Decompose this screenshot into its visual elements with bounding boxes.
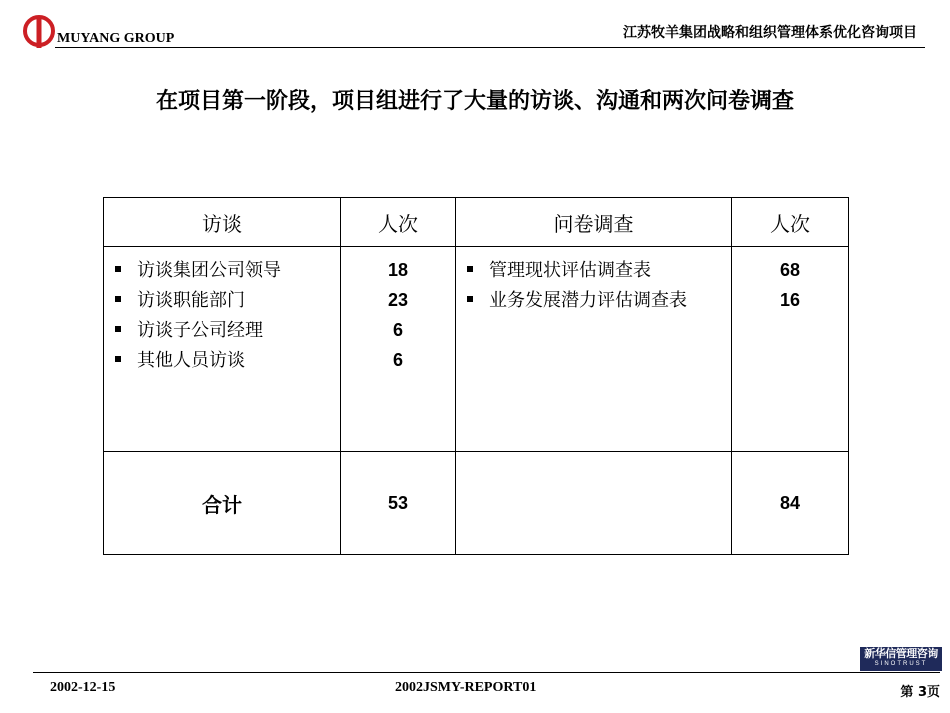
- bullet-icon: [115, 356, 121, 362]
- sinotrust-logo: [860, 647, 942, 671]
- total-interviews-cell: [341, 452, 456, 555]
- bullet-icon: [115, 326, 121, 332]
- header-interview-count: 人次: [341, 198, 456, 247]
- project-title: 江苏牧羊集团战略和组织管理体系优化咨询项目: [623, 25, 917, 41]
- bullet-icon: [467, 266, 473, 272]
- list-item: [115, 346, 339, 376]
- interview-list-cell: [104, 247, 341, 452]
- interview-label: 访谈子公司经理: [137, 320, 263, 341]
- survey-count-cell: [732, 247, 849, 452]
- total-surveys-cell: [732, 452, 849, 555]
- survey-label: 业务发展潜力评估调查表: [489, 290, 687, 311]
- interview-label: 访谈职能部门: [137, 290, 245, 311]
- list-item: [467, 286, 730, 316]
- total-surveys: 84: [779, 492, 801, 513]
- muyang-logo-icon: [22, 14, 56, 48]
- footer-report-code: 2002JSMY-REPORT01: [395, 680, 537, 695]
- interview-label: 访谈集团公司领导: [137, 260, 281, 281]
- footer-page-number: 第 3页: [900, 685, 940, 700]
- total-label-cell: [104, 452, 341, 555]
- list-item: [115, 286, 339, 316]
- sinotrust-logo-en: SINOTRUST: [874, 661, 928, 667]
- survey-list: [457, 248, 730, 316]
- footer-date: 2002-12-15: [50, 680, 116, 695]
- interview-count: 23: [387, 290, 409, 310]
- footer-divider: [33, 672, 940, 673]
- bullet-icon: [467, 296, 473, 302]
- interview-survey-table: [103, 197, 849, 555]
- survey-label: 管理现状评估调查表: [489, 260, 651, 281]
- total-empty-cell: [456, 452, 732, 555]
- interview-count: 6: [392, 350, 403, 370]
- survey-count: 16: [779, 290, 801, 310]
- list-item: [467, 256, 730, 286]
- slide-title: 在项目第一阶段，项目组进行了大量的访谈、沟通和两次问卷调查: [155, 89, 794, 114]
- interview-count-cell: [341, 247, 456, 452]
- list-item: [115, 256, 339, 286]
- sinotrust-logo-cn: 新华信管理咨询: [864, 647, 938, 660]
- total-label: 合计: [202, 492, 242, 517]
- survey-count: 68: [779, 260, 801, 280]
- total-interviews: 53: [387, 492, 409, 513]
- brand-name: MUYANG GROUP: [57, 31, 175, 46]
- header-divider: [55, 47, 925, 48]
- table-row: [104, 247, 849, 452]
- header-survey-count: 人次: [732, 198, 849, 247]
- bullet-icon: [115, 266, 121, 272]
- bullet-icon: [115, 296, 121, 302]
- list-item: [115, 316, 339, 346]
- survey-list-cell: [456, 247, 732, 452]
- interview-count: 18: [387, 260, 409, 280]
- interview-count: 6: [392, 320, 403, 340]
- interview-label: 其他人员访谈: [137, 350, 245, 371]
- table-header-row: [104, 198, 849, 247]
- header-interviews: 访谈: [104, 198, 341, 247]
- interview-list: [105, 248, 339, 376]
- total-row: [104, 452, 849, 555]
- header-surveys: 问卷调查: [456, 198, 732, 247]
